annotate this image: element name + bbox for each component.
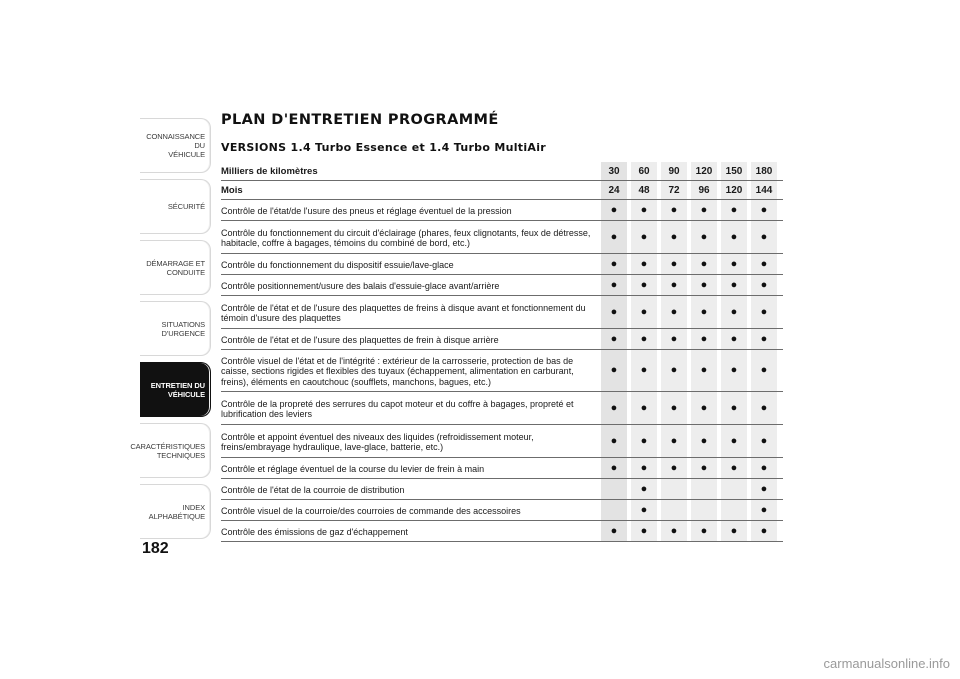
row-label: Contrôle de l'état et de l'usure des plaquettes de freins à disque avant et fonctionnement du témoin d'usure des plaquettes xyxy=(221,302,586,323)
check-dot-icon: ● xyxy=(670,332,678,345)
check-dot-icon: ● xyxy=(730,257,738,270)
check-dot-icon: ● xyxy=(640,257,648,270)
row-cell xyxy=(631,425,657,457)
row-cell xyxy=(631,275,657,295)
row-cell xyxy=(631,329,657,349)
row-cell xyxy=(751,458,777,478)
row-cell xyxy=(691,350,717,391)
check-dot-icon: ● xyxy=(610,461,618,474)
check-dot-icon: ● xyxy=(610,524,618,537)
check-dot-icon: ● xyxy=(700,305,708,318)
row-label: Contrôle positionnement/usure des balais d'essuie-glace avant/arrière xyxy=(221,280,500,291)
row-cell xyxy=(601,275,627,295)
row-cell xyxy=(601,458,627,478)
header-months xyxy=(221,181,783,200)
header-km-label: Milliers de kilomètres xyxy=(221,165,318,177)
check-dot-icon: ● xyxy=(610,278,618,291)
row-cell xyxy=(691,425,717,457)
check-dot-icon: ● xyxy=(760,401,768,414)
row-cell xyxy=(721,275,747,295)
row-cell xyxy=(691,500,717,520)
check-dot-icon: ● xyxy=(610,364,618,376)
check-dot-icon: ● xyxy=(670,434,678,447)
row-cell xyxy=(721,329,747,349)
row-cell xyxy=(721,458,747,478)
row-cell xyxy=(751,221,777,253)
sidebar xyxy=(130,118,211,545)
sidebar-tab-4[interactable] xyxy=(140,362,211,417)
row-cell xyxy=(721,392,747,424)
sidebar-tab-label: INDEX ALPHABÉTIQUE xyxy=(148,502,205,521)
sidebar-tab-label: DÉMARRAGE ET CONDUITE xyxy=(146,258,205,277)
check-dot-icon: ● xyxy=(640,230,648,243)
row-cell xyxy=(661,296,687,328)
check-dot-icon: ● xyxy=(610,203,618,216)
header-months-value: 144 xyxy=(751,181,777,199)
header-km-value: 150 xyxy=(721,162,747,180)
row-cell xyxy=(661,329,687,349)
row-label: Contrôle de l'état/de l'usure des pneus et réglage éventuel de la pression xyxy=(221,205,512,216)
row-cell xyxy=(661,254,687,274)
check-dot-icon: ● xyxy=(760,434,768,447)
row-cell xyxy=(751,275,777,295)
row-cell xyxy=(631,458,657,478)
check-dot-icon: ● xyxy=(760,503,768,516)
row-cell xyxy=(601,221,627,253)
row-cell xyxy=(751,329,777,349)
table-row xyxy=(221,500,783,521)
row-label: Contrôle du fonctionnement du circuit d'éclairage (phares, feux clignotants, feux de détresse, habitacle, coffre à bagages, témoins du combiné de bord, etc.) xyxy=(221,227,591,248)
maintenance-table xyxy=(221,162,783,542)
row-cell xyxy=(661,479,687,499)
row-cell xyxy=(751,500,777,520)
row-cell xyxy=(721,221,747,253)
check-dot-icon: ● xyxy=(760,524,768,537)
row-cell xyxy=(661,200,687,220)
row-cell xyxy=(661,275,687,295)
check-dot-icon: ● xyxy=(610,401,618,414)
check-dot-icon: ● xyxy=(610,434,618,447)
check-dot-icon: ● xyxy=(670,364,678,376)
row-cell xyxy=(691,296,717,328)
row-cell xyxy=(631,392,657,424)
check-dot-icon: ● xyxy=(670,203,678,216)
row-cell xyxy=(631,200,657,220)
check-dot-icon: ● xyxy=(730,278,738,291)
row-cell xyxy=(631,500,657,520)
page-title: PLAN D'ENTRETIEN PROGRAMMÉ xyxy=(221,112,499,128)
header-months-value: 72 xyxy=(661,181,687,199)
check-dot-icon: ● xyxy=(730,305,738,318)
check-dot-icon: ● xyxy=(760,364,768,376)
row-cell xyxy=(601,350,627,391)
table-row xyxy=(221,221,783,254)
header-months-value: 48 xyxy=(631,181,657,199)
row-cell xyxy=(691,329,717,349)
check-dot-icon: ● xyxy=(700,230,708,243)
check-dot-icon: ● xyxy=(610,305,618,318)
table-row xyxy=(221,200,783,221)
row-label: Contrôle et appoint éventuel des niveaux des liquides (refroidissement moteur, freins/embrayage hydraulique, lave-glace, batterie, etc.) xyxy=(221,431,534,452)
sidebar-tab-3[interactable] xyxy=(140,301,211,356)
row-cell xyxy=(631,521,657,541)
row-cell xyxy=(751,479,777,499)
row-cell xyxy=(691,521,717,541)
sidebar-tab-label: SITUATIONS D'URGENCE xyxy=(161,319,205,338)
sidebar-tab-label: SÉCURITÉ xyxy=(167,202,205,211)
check-dot-icon: ● xyxy=(640,482,648,495)
row-cell xyxy=(661,458,687,478)
row-cell xyxy=(721,479,747,499)
row-label: Contrôle et réglage éventuel de la course du levier de frein à main xyxy=(221,463,485,474)
sidebar-tab-5[interactable] xyxy=(130,423,211,478)
check-dot-icon: ● xyxy=(640,461,648,474)
check-dot-icon: ● xyxy=(640,503,648,516)
row-label: Contrôle des émissions de gaz d'échappement xyxy=(221,526,408,537)
check-dot-icon: ● xyxy=(730,203,738,216)
sidebar-tab-2[interactable] xyxy=(140,240,211,295)
row-label: Contrôle visuel de l'état et de l'intégrité : extérieur de la carrosserie, protection de bas de caisse, sections rigides et flexibles des tuyaux (échappement, alimentation en carburant, freins), éléments en caoutchouc (soufflets, manchons, bagues, etc.) xyxy=(221,355,574,387)
row-cell xyxy=(631,350,657,391)
check-dot-icon: ● xyxy=(700,257,708,270)
table-row xyxy=(221,425,783,458)
check-dot-icon: ● xyxy=(640,278,648,291)
header-km-value: 180 xyxy=(751,162,777,180)
row-cell xyxy=(691,254,717,274)
check-dot-icon: ● xyxy=(670,461,678,474)
watermark: carmanualsonline.info xyxy=(823,656,950,671)
table-row xyxy=(221,392,783,425)
row-cell xyxy=(721,521,747,541)
row-cell xyxy=(661,392,687,424)
header-km-value: 120 xyxy=(691,162,717,180)
check-dot-icon: ● xyxy=(700,364,708,376)
page-number: 182 xyxy=(142,540,169,557)
row-cell xyxy=(751,392,777,424)
check-dot-icon: ● xyxy=(640,401,648,414)
row-cell xyxy=(601,479,627,499)
row-cell xyxy=(721,500,747,520)
row-cell xyxy=(601,425,627,457)
row-cell xyxy=(721,425,747,457)
check-dot-icon: ● xyxy=(700,524,708,537)
check-dot-icon: ● xyxy=(670,278,678,291)
check-dot-icon: ● xyxy=(700,332,708,345)
row-cell xyxy=(631,296,657,328)
sidebar-tab-label: ENTRETIEN DU VÉHICULE xyxy=(150,380,205,399)
sidebar-tab-6[interactable] xyxy=(140,484,211,539)
check-dot-icon: ● xyxy=(730,230,738,243)
check-dot-icon: ● xyxy=(670,230,678,243)
row-cell xyxy=(751,425,777,457)
row-cell xyxy=(601,200,627,220)
check-dot-icon: ● xyxy=(640,332,648,345)
check-dot-icon: ● xyxy=(730,524,738,537)
check-dot-icon: ● xyxy=(670,524,678,537)
header-months-value: 24 xyxy=(601,181,627,199)
row-cell xyxy=(751,254,777,274)
row-cell xyxy=(601,296,627,328)
table-row xyxy=(221,458,783,479)
check-dot-icon: ● xyxy=(760,461,768,474)
row-cell xyxy=(721,254,747,274)
header-km-value: 30 xyxy=(601,162,627,180)
check-dot-icon: ● xyxy=(730,332,738,345)
row-cell xyxy=(661,521,687,541)
check-dot-icon: ● xyxy=(610,257,618,270)
check-dot-icon: ● xyxy=(700,461,708,474)
row-cell xyxy=(631,479,657,499)
check-dot-icon: ● xyxy=(700,203,708,216)
row-cell xyxy=(601,521,627,541)
row-cell xyxy=(751,200,777,220)
row-cell xyxy=(631,254,657,274)
row-label: Contrôle de l'état et de l'usure des plaquettes de frein à disque arrière xyxy=(221,334,499,345)
row-cell xyxy=(691,275,717,295)
check-dot-icon: ● xyxy=(670,257,678,270)
check-dot-icon: ● xyxy=(760,305,768,318)
row-cell xyxy=(631,221,657,253)
header-km-value: 90 xyxy=(661,162,687,180)
table-row xyxy=(221,275,783,296)
check-dot-icon: ● xyxy=(640,203,648,216)
check-dot-icon: ● xyxy=(700,434,708,447)
table-row xyxy=(221,521,783,542)
row-cell xyxy=(661,221,687,253)
check-dot-icon: ● xyxy=(670,305,678,318)
row-cell xyxy=(601,329,627,349)
check-dot-icon: ● xyxy=(640,364,648,376)
check-dot-icon: ● xyxy=(730,401,738,414)
sidebar-tab-1[interactable] xyxy=(140,179,211,234)
table-row xyxy=(221,254,783,275)
table-row xyxy=(221,479,783,500)
check-dot-icon: ● xyxy=(640,305,648,318)
check-dot-icon: ● xyxy=(760,482,768,495)
header-months-value: 120 xyxy=(721,181,747,199)
check-dot-icon: ● xyxy=(760,278,768,291)
row-cell xyxy=(661,500,687,520)
row-cell xyxy=(751,521,777,541)
check-dot-icon: ● xyxy=(730,434,738,447)
row-cell xyxy=(721,296,747,328)
check-dot-icon: ● xyxy=(670,401,678,414)
check-dot-icon: ● xyxy=(760,257,768,270)
check-dot-icon: ● xyxy=(760,332,768,345)
table-row xyxy=(221,296,783,329)
row-cell xyxy=(661,425,687,457)
header-months-label: Mois xyxy=(221,184,243,196)
check-dot-icon: ● xyxy=(610,332,618,345)
row-cell xyxy=(751,350,777,391)
check-dot-icon: ● xyxy=(760,203,768,216)
row-label: Contrôle visuel de la courroie/des courroies de commande des accessoires xyxy=(221,505,521,516)
row-label: Contrôle du fonctionnement du dispositif essuie/lave-glace xyxy=(221,259,454,270)
check-dot-icon: ● xyxy=(730,461,738,474)
table-row xyxy=(221,329,783,350)
row-cell xyxy=(691,479,717,499)
row-cell xyxy=(751,296,777,328)
row-cell xyxy=(601,500,627,520)
header-km xyxy=(221,162,783,181)
row-cell xyxy=(691,392,717,424)
row-cell xyxy=(721,200,747,220)
row-cell xyxy=(661,350,687,391)
check-dot-icon: ● xyxy=(640,434,648,447)
row-label: Contrôle de la propreté des serrures du capot moteur et du coffre à bagages, propreté et lubrification des leviers xyxy=(221,398,574,419)
check-dot-icon: ● xyxy=(610,230,618,243)
check-dot-icon: ● xyxy=(700,278,708,291)
check-dot-icon: ● xyxy=(760,230,768,243)
row-cell xyxy=(691,458,717,478)
header-months-value: 96 xyxy=(691,181,717,199)
sidebar-tab-0[interactable] xyxy=(140,118,211,173)
row-cell xyxy=(691,221,717,253)
check-dot-icon: ● xyxy=(700,401,708,414)
row-cell xyxy=(721,350,747,391)
sidebar-tab-label: CONNAISSANCE DU VÉHICULE xyxy=(146,132,205,159)
header-km-value: 60 xyxy=(631,162,657,180)
page-subtitle: VERSIONS 1.4 Turbo Essence et 1.4 Turbo MultiAir xyxy=(221,141,547,154)
check-dot-icon: ● xyxy=(730,364,738,376)
row-label: Contrôle de l'état de la courroie de distribution xyxy=(221,484,405,495)
row-cell xyxy=(691,200,717,220)
row-cell xyxy=(601,392,627,424)
row-cell xyxy=(601,254,627,274)
sidebar-tab-label: CARACTÉRISTIQUES TECHNIQUES xyxy=(130,441,205,460)
check-dot-icon: ● xyxy=(640,524,648,537)
table-row xyxy=(221,350,783,392)
